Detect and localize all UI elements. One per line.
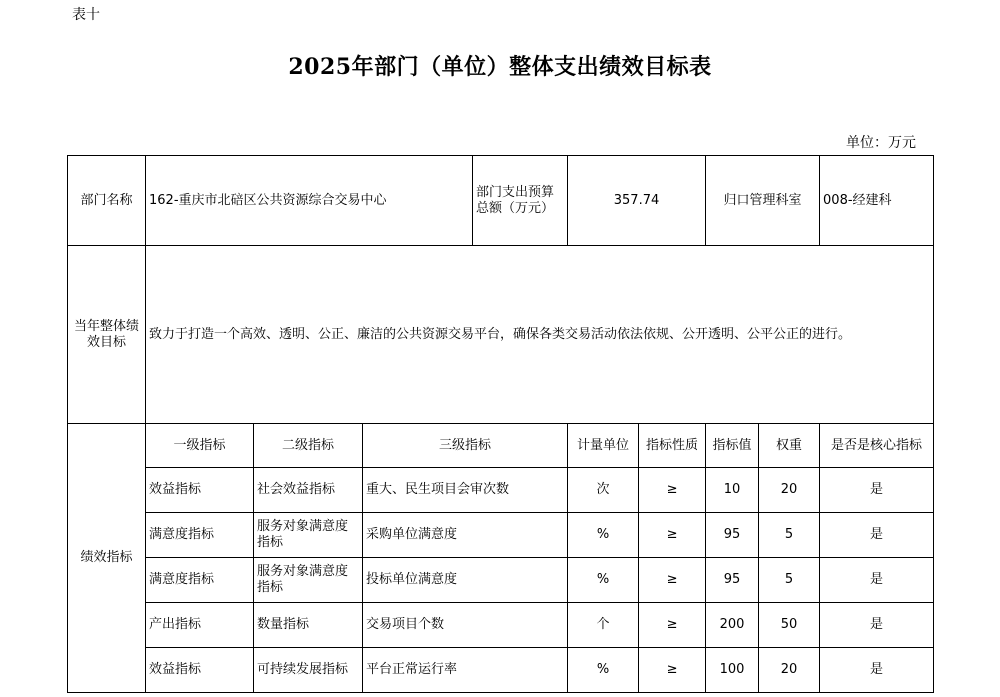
level3-cell: 平台正常运行率 [363, 648, 568, 693]
level2-cell: 社会效益指标 [254, 468, 363, 513]
level2-cell: 数量指标 [254, 603, 363, 648]
value-cell: 100 [706, 648, 759, 693]
level2-cell: 服务对象满意度指标 [254, 558, 363, 603]
level3-cell: 重大、民生项目会审次数 [363, 468, 568, 513]
level2-cell: 可持续发展指标 [254, 648, 363, 693]
nature-cell: ≥ [639, 558, 706, 603]
value-cell: 95 [706, 558, 759, 603]
table-row [68, 513, 934, 558]
unit-cell: 次 [568, 468, 639, 513]
header-row [68, 156, 934, 246]
level3-cell: 投标单位满意度 [363, 558, 568, 603]
column-header: 三级指标 [363, 424, 568, 468]
weight-cell: 20 [759, 648, 820, 693]
table-row [68, 603, 934, 648]
performance-target-table [67, 155, 934, 693]
column-header: 二级指标 [254, 424, 363, 468]
nature-cell: ≥ [639, 513, 706, 558]
value-cell: 200 [706, 603, 759, 648]
value-cell: 10 [706, 468, 759, 513]
level1-cell: 满意度指标 [146, 513, 254, 558]
table-row [68, 648, 934, 693]
dept-name-label: 部门名称 [68, 156, 146, 246]
budget-value: 357.74 [568, 156, 706, 246]
unit-note: 单位：万元 [846, 135, 916, 151]
document-title: 2025年部门（单位）整体支出绩效目标表 [288, 54, 712, 80]
nature-cell: ≥ [639, 603, 706, 648]
indicator-header-row [68, 424, 934, 468]
level1-cell: 满意度指标 [146, 558, 254, 603]
value-cell: 95 [706, 513, 759, 558]
column-header: 指标性质 [639, 424, 706, 468]
goal-label: 当年整体绩效目标 [68, 246, 146, 424]
unit-cell: % [568, 558, 639, 603]
dept-name-value: 162-重庆市北碚区公共资源综合交易中心 [146, 156, 473, 246]
unit-cell: % [568, 513, 639, 558]
level2-cell: 服务对象满意度指标 [254, 513, 363, 558]
core-cell: 是 [820, 468, 934, 513]
budget-label: 部门支出预算总额（万元） [473, 156, 568, 246]
office-label: 归口管理科室 [706, 156, 820, 246]
level1-cell: 产出指标 [146, 603, 254, 648]
nature-cell: ≥ [639, 468, 706, 513]
nature-cell: ≥ [639, 648, 706, 693]
core-cell: 是 [820, 648, 934, 693]
level3-cell: 采购单位满意度 [363, 513, 568, 558]
weight-cell: 5 [759, 558, 820, 603]
level3-cell: 交易项目个数 [363, 603, 568, 648]
core-cell: 是 [820, 513, 934, 558]
core-cell: 是 [820, 558, 934, 603]
column-header: 是否是核心指标 [820, 424, 934, 468]
unit-cell: 个 [568, 603, 639, 648]
weight-cell: 20 [759, 468, 820, 513]
office-value: 008-经建科 [820, 156, 934, 246]
unit-cell: % [568, 648, 639, 693]
table-row [68, 558, 934, 603]
core-cell: 是 [820, 603, 934, 648]
column-header: 计量单位 [568, 424, 639, 468]
table-number-label: 表十 [72, 7, 100, 23]
goal-text: 致力于打造一个高效、透明、公正、廉洁的公共资源交易平台，确保各类交易活动依法依规、公开透明、公平公正的进行。 [146, 246, 934, 424]
level1-cell: 效益指标 [146, 468, 254, 513]
column-header: 一级指标 [146, 424, 254, 468]
weight-cell: 50 [759, 603, 820, 648]
level1-cell: 效益指标 [146, 648, 254, 693]
weight-cell: 5 [759, 513, 820, 558]
table-row [68, 468, 934, 513]
goal-row [68, 246, 934, 424]
column-header: 指标值 [706, 424, 759, 468]
column-header: 权重 [759, 424, 820, 468]
indicator-section-label: 绩效指标 [68, 424, 146, 693]
